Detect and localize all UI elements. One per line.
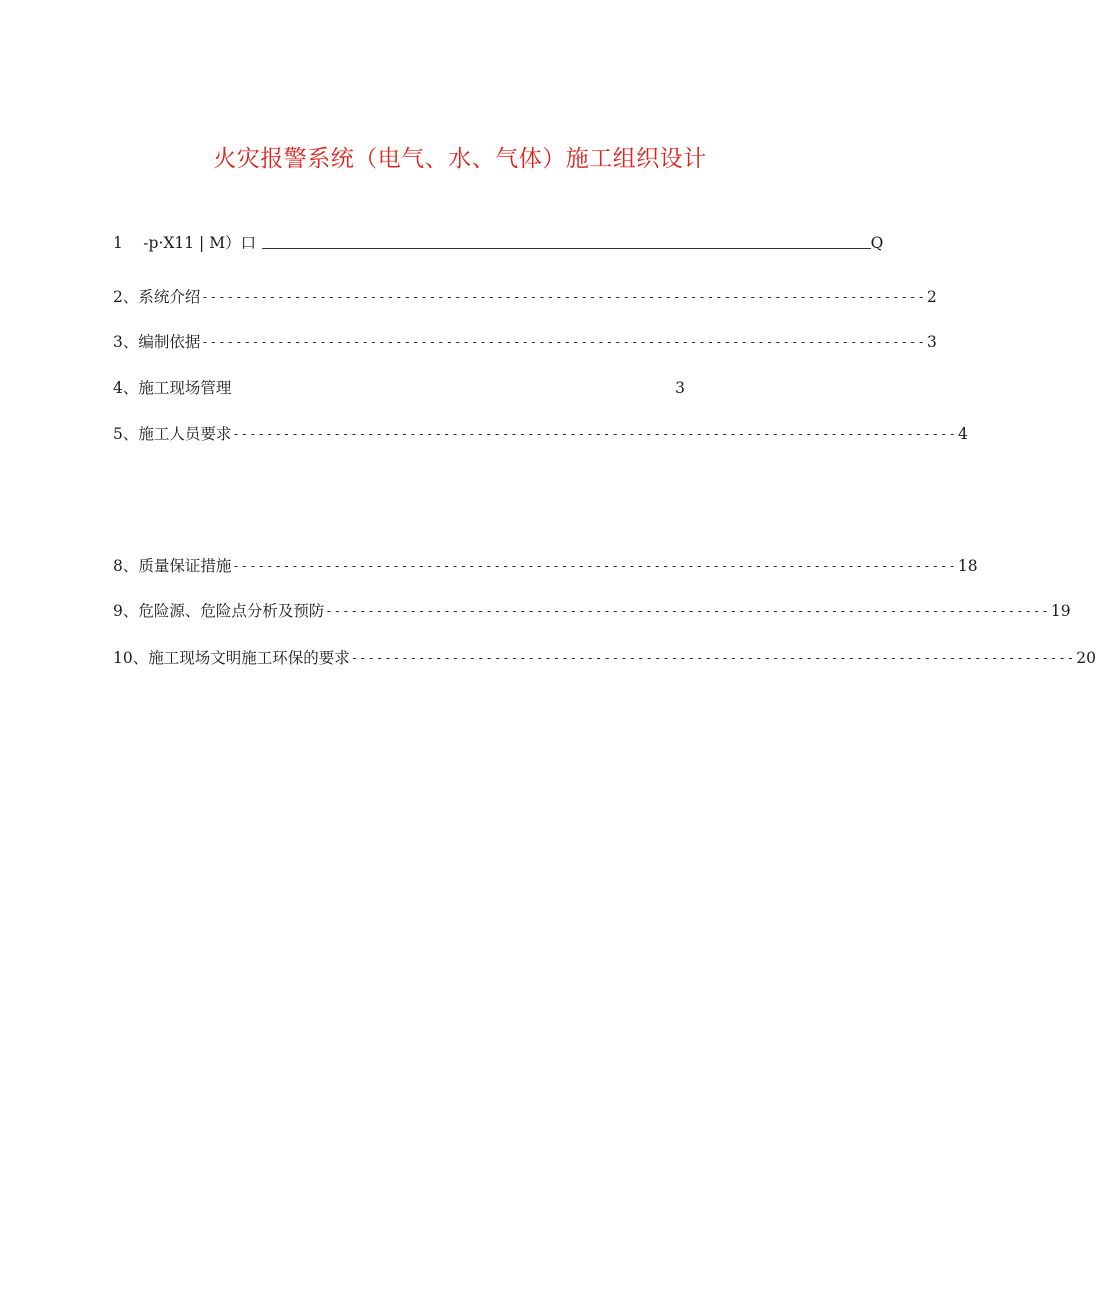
toc-entry[interactable] [113,329,937,351]
table-of-contents [113,0,1096,1301]
toc-entry-page: 3 [675,379,685,397]
document-title: 火灾报警系统（电气、水、气体）施工组织设计 [213,146,707,172]
toc-entry-leader: -------------------------------------------------------------------------------------- [232,427,957,441]
toc-entry[interactable] [113,645,1096,667]
toc-entry-label: 8、质量保证措施 [113,557,232,575]
toc-entry-label: 1 -p·X11 | M）口 [113,234,257,252]
toc-entry-page: Q [870,234,884,252]
toc-entry[interactable] [113,284,937,306]
toc-entry-label: 4、施工现场管理 [113,379,232,397]
toc-entry[interactable] [113,375,685,397]
toc-entry-page: 4 [958,425,968,443]
toc-entry-leader: -------------------------------------------------------------------------------------- [201,335,926,349]
toc-entry-label: 9、危险源、危险点分析及预防 [113,602,325,620]
toc-entry-label: 2、系统介绍 [113,288,201,306]
toc-entry-leader: -------------------------------------------------------------------------------------- [201,290,926,304]
toc-entry[interactable] [113,421,968,443]
toc-entry-page: 19 [1050,602,1071,620]
toc-entry[interactable] [113,598,1071,620]
toc-entry-page: 18 [957,557,978,575]
toc-entry-page: 2 [927,288,937,306]
toc-entry-leader: -------------------------------------------------------------------------------------- [350,651,1076,665]
toc-entry-label: 10、施工现场文明施工环保的要求 [113,649,350,667]
toc-entry-leader: -------------------------------------------------------------------------------------- [325,604,1050,618]
toc-entry-leader: -------------------------------------------------------------------------------------- [232,559,957,573]
toc-entry-label: 5、施工人员要求 [113,425,232,443]
toc-entry[interactable] [113,230,884,252]
toc-entry-page: 3 [927,333,937,351]
toc-entry-label: 3、编制依据 [113,333,201,351]
toc-entry[interactable] [113,553,978,575]
toc-entry-page: 20 [1076,649,1096,667]
toc-entry-leader [262,234,871,249]
